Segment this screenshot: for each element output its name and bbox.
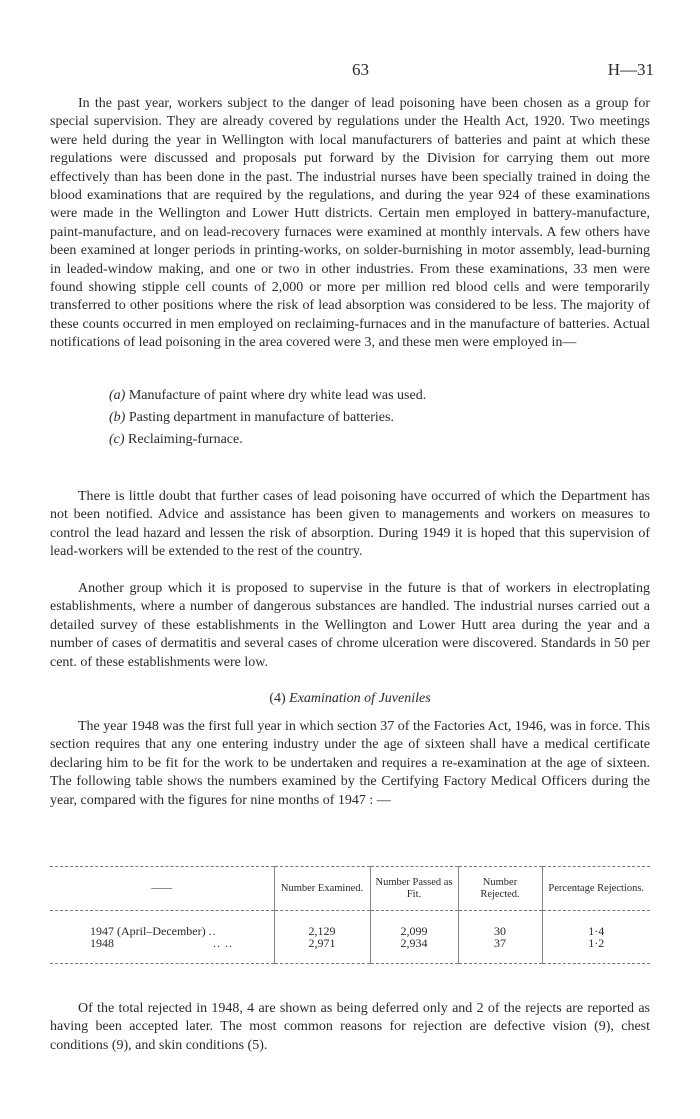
employment-list [109, 385, 426, 451]
list-item-text: Pasting department in manufacture of batteries. [128, 410, 394, 425]
list-item [109, 407, 426, 429]
column-header-rejected: Number Rejected. [458, 867, 542, 911]
section-heading [0, 691, 700, 707]
cell-passed: 2,934 [370, 937, 458, 964]
list-item [109, 429, 426, 451]
cell-examined: 2,129 [274, 911, 370, 938]
cell-passed: 2,099 [370, 911, 458, 938]
cell-rejected: 30 [458, 911, 542, 938]
table-row [50, 937, 650, 964]
row-label: 1948 .. .. [50, 937, 274, 964]
cell-percentage: 1·4 [542, 911, 650, 938]
page-reference: H—31 [607, 60, 654, 79]
list-marker: (c) [109, 432, 125, 447]
section-title: Examination of Juveniles [289, 691, 431, 706]
section-number: (4) [269, 691, 286, 706]
paragraph-rejections: Of the total rejected in 1948, 4 are shown as being deferred only and 2 of the rejects are reported as having been accepted later. The most common reasons for rejection are defective vision (9), chest conditions (9), and skin conditions (5). [50, 1001, 650, 1053]
list-item [109, 385, 426, 407]
column-header-percentage: Percentage Rejections. [542, 867, 650, 911]
cell-examined: 2,971 [274, 937, 370, 964]
paragraph-lead-poisoning: In the past year, workers subject to the danger of lead poisoning have been chosen as a group for special supervision. They are already covered by regulations under the Health Act, 1920. Two meetings were held during the year in Wellington with local manufacturers of batteries and paint at which these regulations were discussed and proposals put forward by the Division for carrying them out more effectively than has been done in the past. The industrial nurses have been specially trained in doing the blood examinations that are required by the regulations, and during the year 924 of these examinations were made in the Wellington and Lower Hutt districts. Certain men employed in battery-manufacture, paint-manufacture, and on lead-recovery furnaces were examined at monthly intervals. A few others have been examined at longer periods in printing-works, on solder-burnishing in motor assembly, lead-burning in leaded-window making, and one or two in other industries. From these examinations, 33 men were found showing stipple cell counts of 2,000 or more per million red blood cells and were temporarily transferred to other positions where the risk of lead absorption was considered to be less. The majority of these counts occurred in men employed on reclaiming-furnaces and in the manufacture of batteries. Actual notifications of lead poisoning in the area covered were 3, and these men were employed in— [50, 96, 650, 351]
page-number: 63 [352, 60, 369, 79]
row-label: 1947 (April–December) .. [90, 924, 217, 938]
table-stub-header: —— [50, 867, 274, 911]
list-marker: (a) [109, 388, 126, 403]
list-marker: (b) [109, 410, 126, 425]
table-row [50, 911, 650, 938]
list-item-text: Reclaiming-furnace. [128, 432, 243, 447]
paragraph-juveniles: The year 1948 was the first full year in which section 37 of the Factories Act, 1946, was in force. This section requires that any one entering industry under the age of sixteen shall have a medical certificate declaring him to be fit for the work to be undertaken and requires a re-examination at the age of sixteen. The following table shows the numbers examined by the Certifying Factory Medical Officers during the year, compared with the figures for nine months of 1947 : — [50, 719, 650, 808]
table-header-row [50, 867, 650, 911]
column-header-passed: Number Passed as Fit. [370, 867, 458, 911]
column-header-examined: Number Examined. [274, 867, 370, 911]
cell-percentage: 1·2 [542, 937, 650, 964]
cell-rejected: 37 [458, 937, 542, 964]
list-item-text: Manufacture of paint where dry white lead was used. [128, 388, 427, 403]
juvenile-examination-table [50, 866, 650, 964]
paragraph-notification: There is little doubt that further cases of lead poisoning have occurred of which the Department has not been notified. Advice and assistance has been given to managements and workers on measures to control the lead hazard and lessen the risk of absorption. During 1949 it is hoped that this supervision of lead-workers will be extended to the rest of the country. [50, 489, 650, 560]
page-header [0, 60, 700, 82]
paragraph-electroplating: Another group which it is proposed to supervise in the future is that of workers in electroplating establishments, where a number of dangerous substances are handled. The industrial nurses carried out a detailed survey of these establishments in the Wellington and Lower Hutt area during the year and a number of cases of dermatitis and several cases of chrome ulceration were discovered. Standards in 50 per cent. of these establishments were low. [50, 581, 650, 670]
